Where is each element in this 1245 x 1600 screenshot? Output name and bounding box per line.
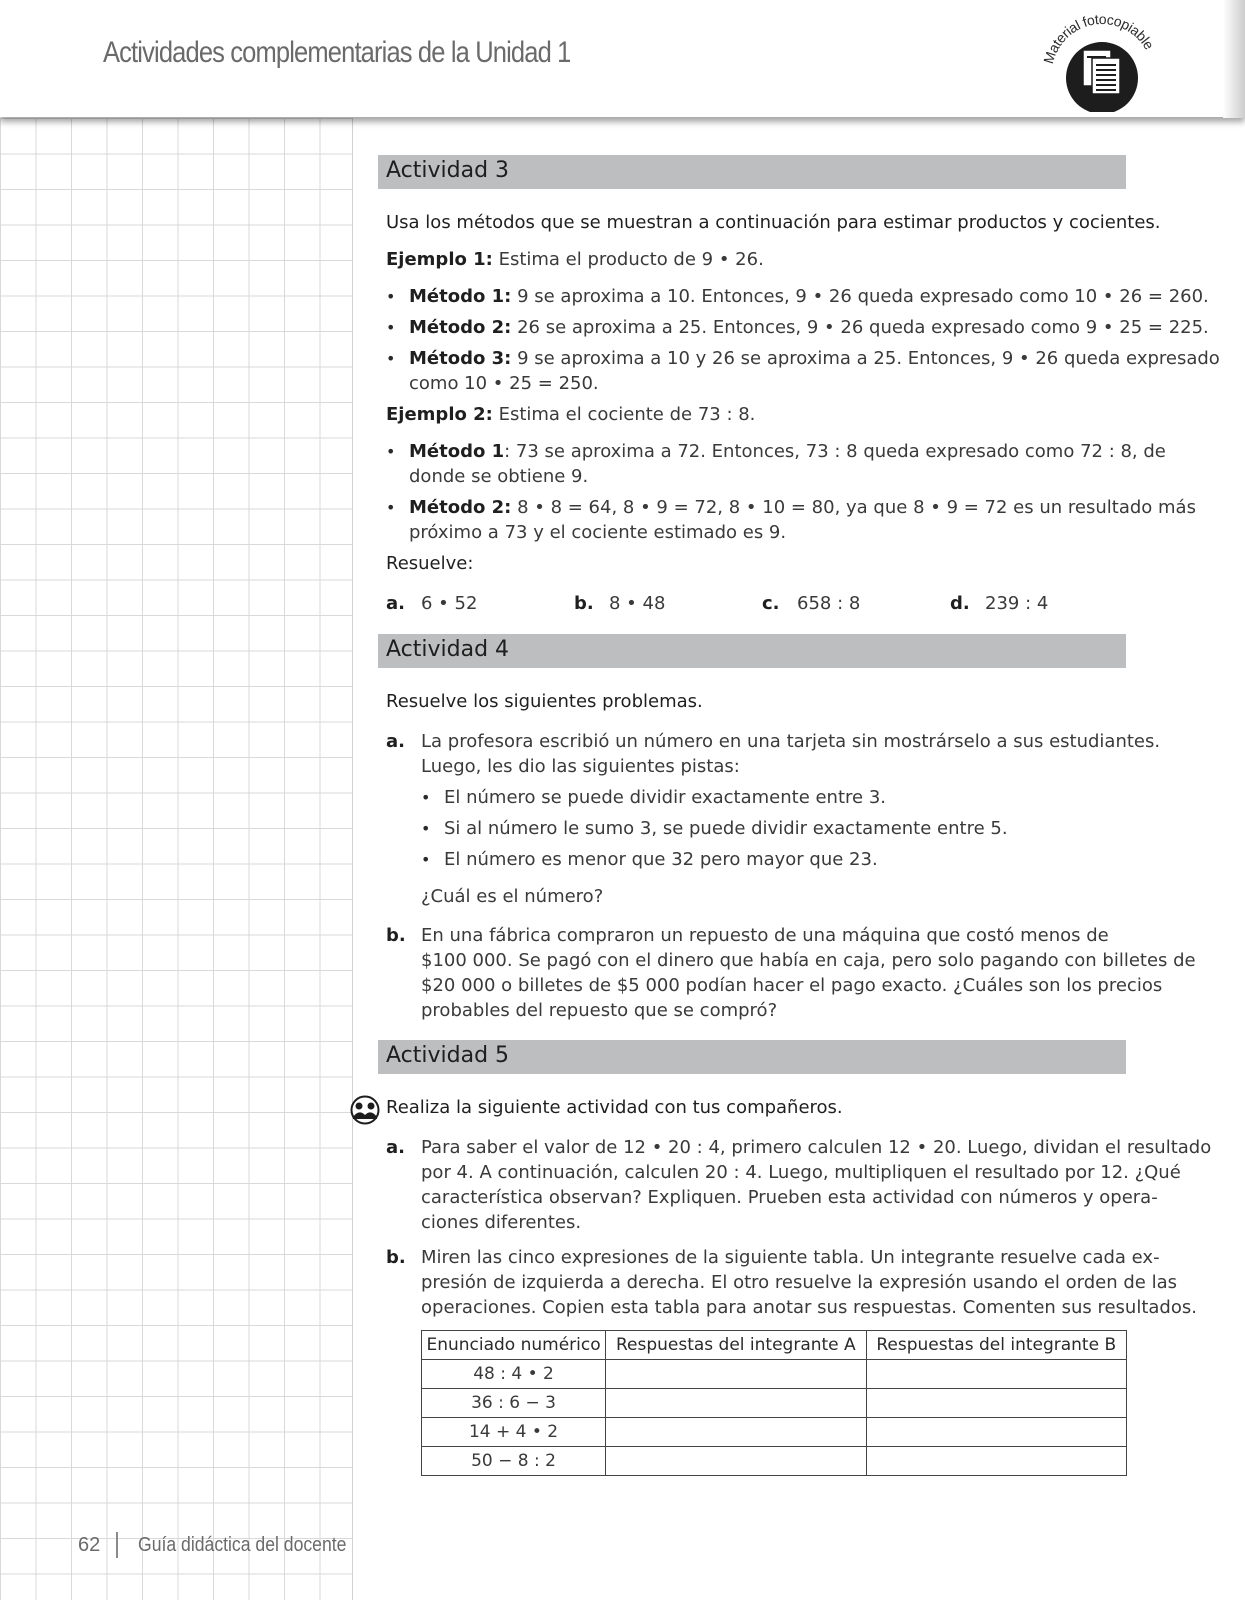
table-row bbox=[422, 1418, 1127, 1447]
column-header: Respuestas del integrante B bbox=[866, 1331, 1126, 1360]
item-label: b. bbox=[386, 1247, 406, 1268]
activity-5-title: Actividad 5 bbox=[386, 1043, 510, 1068]
problem-b-line: $100 000. Se pagó con el dinero que había en caja, pero solo pagando con billetes de bbox=[421, 950, 1196, 971]
table-row bbox=[422, 1447, 1127, 1476]
answer-b-cell bbox=[866, 1389, 1126, 1418]
activity-3-header bbox=[378, 155, 1126, 189]
answer-a-cell bbox=[606, 1389, 866, 1418]
method-1: Método 1: 9 se aproxima a 10. Entonces, 9 • 26 queda expresado como 10 • 26 = 260. bbox=[409, 286, 1209, 307]
item-label: a. bbox=[386, 593, 405, 614]
item-label: a. bbox=[386, 1137, 405, 1158]
act5-a-line: por 4. A continuación, calculen 20 : 4. Luego, multipliquen el resultado por 12. ¿Qué bbox=[421, 1162, 1181, 1183]
column-header: Respuestas del integrante A bbox=[606, 1331, 866, 1360]
table-row bbox=[422, 1360, 1127, 1389]
item-label: a. bbox=[386, 731, 405, 752]
problem-b-line: probables del repuesto que se compró? bbox=[421, 1000, 778, 1021]
item-label: b. bbox=[386, 925, 406, 946]
problem-a-question: ¿Cuál es el número? bbox=[421, 886, 604, 907]
act3-instruction: Usa los métodos que se muestran a continuación para estimar productos y cocientes. bbox=[386, 212, 1161, 233]
badge-text: Material fotocopiable bbox=[1040, 12, 1158, 66]
act5-b-line: operaciones. Copien esta tabla para anotar sus respuestas. Comenten sus resultados. bbox=[421, 1297, 1197, 1318]
group-work-icon bbox=[350, 1095, 380, 1125]
bullet: • bbox=[386, 349, 396, 368]
method-2: Método 2: 26 se aproxima a 25. Entonces, 9 • 26 queda expresado como 9 • 25 = 225. bbox=[409, 317, 1209, 338]
item-label: d. bbox=[950, 593, 970, 614]
act5-instruction: Realiza la siguiente actividad con tus compañeros. bbox=[386, 1097, 843, 1118]
expression-cell: 14 + 4 • 2 bbox=[422, 1418, 606, 1447]
answer-a-cell bbox=[606, 1360, 866, 1389]
activity-4-header bbox=[378, 634, 1126, 668]
bullet: • bbox=[421, 788, 431, 807]
problem-a-line: La profesora escribió un número en una tarjeta sin mostrárselo a sus estudiantes. bbox=[421, 731, 1161, 752]
item-value: 6 • 52 bbox=[421, 593, 478, 614]
bullet: • bbox=[421, 850, 431, 869]
bullet: • bbox=[386, 287, 396, 306]
page-header bbox=[0, 0, 1245, 117]
activity-5-header bbox=[378, 1040, 1126, 1074]
problem-b-line: En una fábrica compraron un repuesto de una máquina que costó menos de bbox=[421, 925, 1109, 946]
method-3-cont: como 10 • 25 = 250. bbox=[409, 373, 599, 394]
expression-cell: 50 − 8 : 2 bbox=[422, 1447, 606, 1476]
answer-a-cell bbox=[606, 1447, 866, 1476]
item-value: 8 • 48 bbox=[609, 593, 666, 614]
bullet: • bbox=[386, 318, 396, 337]
act5-a-line: Para saber el valor de 12 • 20 : 4, primero calculen 12 • 20. Luego, dividan el resultado bbox=[421, 1137, 1212, 1158]
item-value: 239 : 4 bbox=[985, 593, 1049, 614]
activity-4-title: Actividad 4 bbox=[386, 637, 510, 662]
grid-margin bbox=[0, 118, 353, 1600]
header-title: Actividades complementarias de la Unidad 1 bbox=[103, 36, 571, 69]
method-3: Método 3: 9 se aproxima a 10 y 26 se aproxima a 25. Entonces, 9 • 26 queda expresado bbox=[409, 348, 1220, 369]
expression-cell: 36 : 6 − 3 bbox=[422, 1389, 606, 1418]
clue: El número es menor que 32 pero mayor que 23. bbox=[444, 849, 878, 870]
expression-cell: 48 : 4 • 2 bbox=[422, 1360, 606, 1389]
act4-instruction: Resuelve los siguientes problemas. bbox=[386, 691, 703, 712]
answer-a-cell bbox=[606, 1418, 866, 1447]
page-edge-shadow bbox=[1223, 0, 1245, 118]
answers-table bbox=[421, 1330, 1127, 1476]
clue: El número se puede dividir exactamente entre 3. bbox=[444, 787, 887, 808]
document-copy-icon bbox=[1040, 12, 1170, 112]
page-number: 62 bbox=[78, 1534, 101, 1556]
act5-b-line: Miren las cinco expresiones de la siguiente tabla. Un integrante resuelve cada ex- bbox=[421, 1247, 1160, 1268]
answer-b-cell bbox=[866, 1418, 1126, 1447]
bullet: • bbox=[421, 819, 431, 838]
bullet: • bbox=[386, 498, 396, 517]
problem-a-line: Luego, les dio las siguientes pistas: bbox=[421, 756, 740, 777]
problem-b-line: $20 000 o billetes de $5 000 podían hacer el pago exacto. ¿Cuáles son los precios bbox=[421, 975, 1163, 996]
act5-a-line: característica observan? Expliquen. Prueben esta actividad con números y opera- bbox=[421, 1187, 1158, 1208]
footer-title: Guía didáctica del docente bbox=[138, 1534, 347, 1556]
item-label: b. bbox=[574, 593, 594, 614]
resuelve-label: Resuelve: bbox=[386, 553, 474, 574]
answer-b-cell bbox=[866, 1447, 1126, 1476]
column-header: Enunciado numérico bbox=[422, 1331, 606, 1360]
item-value: 658 : 8 bbox=[797, 593, 861, 614]
table-header-row bbox=[422, 1331, 1127, 1360]
method-4-cont: donde se obtiene 9. bbox=[409, 466, 589, 487]
answer-b-cell bbox=[866, 1360, 1126, 1389]
clue: Si al número le sumo 3, se puede dividir exactamente entre 5. bbox=[444, 818, 1008, 839]
example-2: Ejemplo 2: Estima el cociente de 73 : 8. bbox=[386, 404, 756, 425]
activity-3-title: Actividad 3 bbox=[386, 158, 510, 183]
table-row bbox=[422, 1389, 1127, 1418]
footer-divider bbox=[116, 1532, 118, 1558]
method-5-cont: próximo a 73 y el cociente estimado es 9. bbox=[409, 522, 787, 543]
act5-a-line: ciones diferentes. bbox=[421, 1212, 582, 1233]
method-4: Método 1: 73 se aproxima a 72. Entonces, 73 : 8 queda expresado como 72 : 8, de bbox=[409, 441, 1166, 462]
act5-b-line: presión de izquierda a derecha. El otro resuelve la expresión usando el orden de las bbox=[421, 1272, 1177, 1293]
item-label: c. bbox=[762, 593, 780, 614]
bullet: • bbox=[386, 442, 396, 461]
example-1: Ejemplo 1: Estima el producto de 9 • 26. bbox=[386, 249, 764, 270]
method-5: Método 2: 8 • 8 = 64, 8 • 9 = 72, 8 • 10 = 80, ya que 8 • 9 = 72 es un resultado más bbox=[409, 497, 1196, 518]
